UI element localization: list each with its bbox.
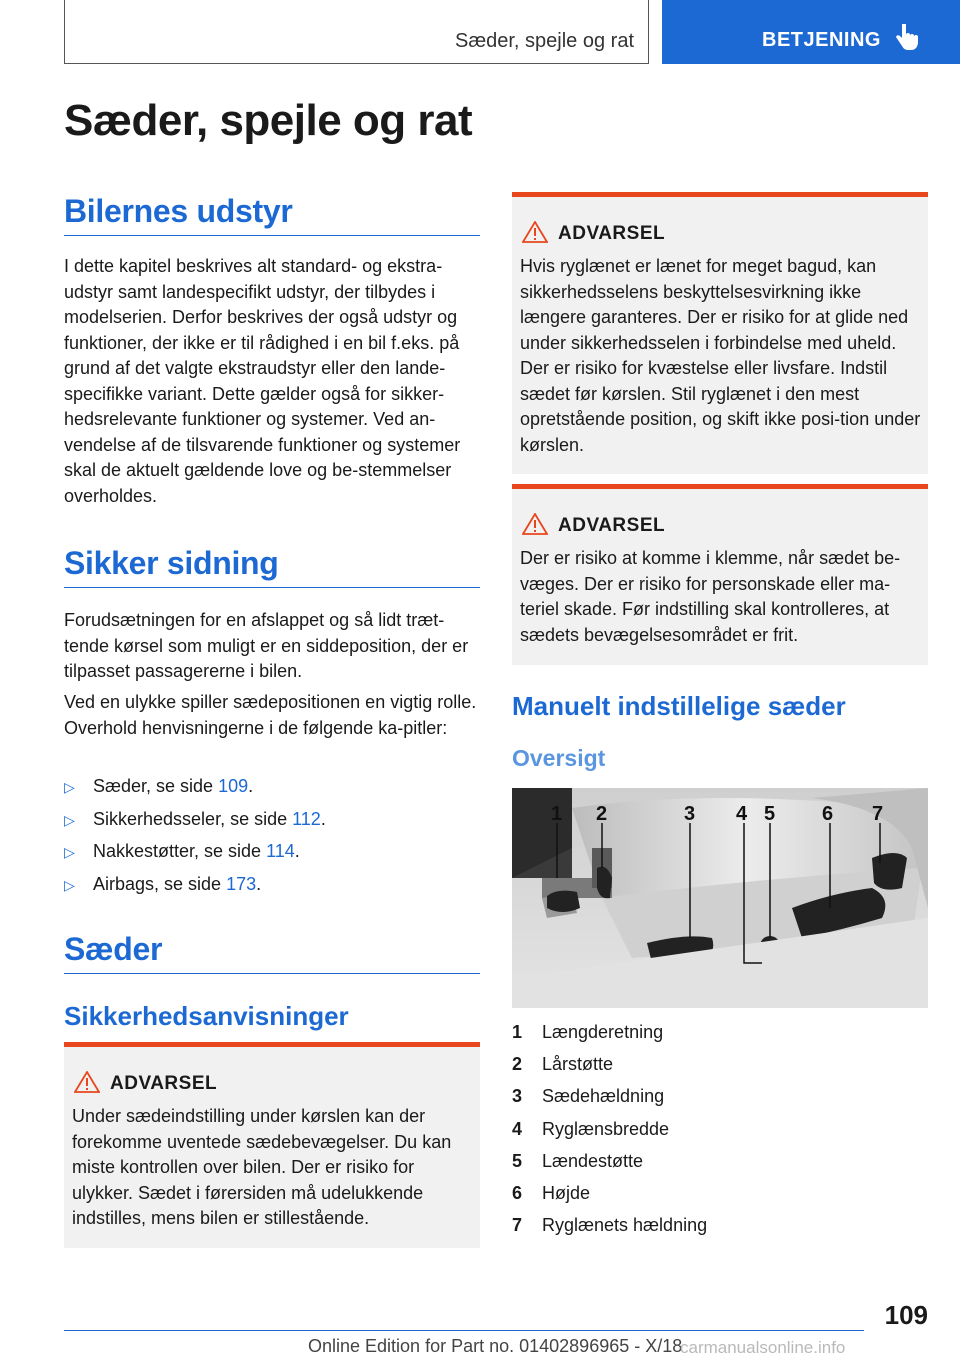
heading-manuelt-indstillelige-saeder: Manuelt indstillelige sæder — [512, 691, 846, 721]
heading-rule — [64, 587, 480, 588]
header-chapter-title: Sæder, spejle og rat — [455, 30, 634, 52]
heading-oversigt: Oversigt — [512, 745, 606, 771]
callout-label: 1 — [551, 803, 563, 825]
warning-text: Der er risiko at komme i klemme, når sædet be-væges. Der er risiko for personskade eller ma-teriel skade. Før indstilling skal kontrolleres, at sædets bevægelsesområdet er frit. — [520, 548, 901, 645]
watermark: carmanualsonline.info — [680, 1338, 846, 1357]
callout-label: 2 — [596, 803, 608, 825]
callout-label: 4 — [736, 803, 748, 825]
chapter-reference-list — [64, 774, 484, 904]
page-number: 109 — [884, 1300, 928, 1330]
list-item: ▷ Nakkestøtter, se side 114. — [64, 839, 484, 872]
triangle-bullet-icon: ▷ — [64, 844, 75, 860]
warning-box — [512, 192, 928, 474]
warning-text: Hvis ryglænet er lænet for meget bagud, kan sikkerhedsselens beskyttelsesvirkning ikke længere garanteres. Der er risiko for at glide ned under sikkerhedsselen i forbindelse med uheld. Der er risiko for kvæstelse eller livsfare. Indstil sædet før kørslen. Stil ryglænet i den mest opretstående position, og skift ikke posi-tion under kørslen. — [520, 256, 921, 455]
heading-rule — [64, 235, 480, 236]
heading-bilernes-udstyr: Bilernes udstyr — [64, 193, 293, 229]
callout-label: 3 — [684, 803, 696, 825]
footer-rule — [64, 1330, 864, 1331]
header-section-label: BETJENING — [762, 29, 881, 51]
warning-box — [64, 1042, 480, 1248]
legend-item: 6 Højde — [512, 1182, 591, 1203]
warning-text: Under sædeindstilling under kørslen kan der forekomme uventede sædebevægelser. Du kan miste kontrollen over bilen. Der er risiko for ulykker. Sædet i førersiden må udelukkende indstilles, mens bilen er stillestående. — [72, 1106, 452, 1228]
legend-item: 5 Lændestøtte — [512, 1150, 644, 1171]
page-link[interactable]: 112 — [292, 808, 321, 829]
page-title: Sæder, spejle og rat — [64, 96, 473, 145]
warning-triangle-icon — [74, 1071, 100, 1098]
warning-triangle-icon — [522, 221, 548, 248]
paragraph-udstyr: I dette kapitel beskrives alt standard- og ekstra-udstyr samt landespecifikt udstyr, der tilbydes i modelserien. Derfor beskrives der også udstyr og funktioner, der ikke er til rådighed i en bil f.eks. på grund af det valgte ekstraudstyr eller den lande-specifikke variant. Dette gælder også for sikker-hedsrelevante funktioner og systemer. Ved an-vendelse af de tilsvarende funktioner og systemer skal de aktuelt gældende love og be-stemmelser overholdes. — [64, 256, 461, 506]
triangle-bullet-icon: ▷ — [64, 876, 75, 893]
heading-saeder: Sæder — [64, 931, 163, 967]
legend-item: 3 Sædehældning — [512, 1086, 665, 1107]
page-link[interactable]: 109 — [218, 776, 249, 796]
footer-edition: Online Edition for Part no. 01402896965 - X/18 — [308, 1336, 683, 1356]
callout-label: 7 — [872, 803, 884, 825]
callout-label: 5 — [764, 803, 776, 825]
legend-item: 4 Ryglænsbredde — [512, 1118, 670, 1139]
page-link[interactable]: 114 — [266, 841, 295, 861]
paragraph-sidning-1: Forudsætningen for en afslappet og så lidt træt-tende kørsel som muligt er en siddeposition, der er tilpasset passagererne i bilen. — [64, 610, 469, 681]
warning-box — [512, 484, 928, 665]
legend-item: 7 Ryglænets hældning — [512, 1215, 708, 1236]
heading-sikkerhedsanvisninger: Sikkerhedsanvisninger — [64, 1001, 349, 1031]
warning-triangle-icon — [522, 513, 548, 540]
heading-sikker-sidning: Sikker sidning — [64, 545, 279, 581]
photo-legend — [512, 1018, 707, 1243]
callout-label: 6 — [822, 803, 834, 825]
list-item: ▷ Airbags, se side 173. — [64, 872, 484, 905]
page-link[interactable]: 173 — [226, 873, 257, 894]
list-item: ▷ Sæder, se side 109. — [64, 774, 484, 807]
heading-rule — [64, 973, 480, 974]
warning-title: ADVARSEL — [110, 1073, 218, 1094]
warning-title: ADVARSEL — [558, 515, 666, 536]
triangle-bullet-icon: ▷ — [64, 779, 75, 795]
seat-illustration — [512, 788, 928, 1008]
warning-title: ADVARSEL — [558, 223, 666, 244]
legend-item: 1 Længderetning — [512, 1022, 664, 1042]
seat-controls-photo — [512, 788, 928, 1008]
header-section-tab[interactable] — [662, 0, 960, 64]
header-chapter-box — [64, 0, 649, 64]
hand-pointer-icon — [896, 24, 918, 57]
triangle-bullet-icon: ▷ — [64, 811, 75, 828]
legend-item: 2 Lårstøtte — [512, 1054, 614, 1075]
paragraph-sidning-2: Ved en ulykke spiller sædepositionen en vigtig rolle. Overhold henvisningerne i de følgende ka-pitler: — [64, 692, 477, 738]
list-item: ▷ Sikkerhedsseler, se side 112. — [64, 807, 484, 840]
